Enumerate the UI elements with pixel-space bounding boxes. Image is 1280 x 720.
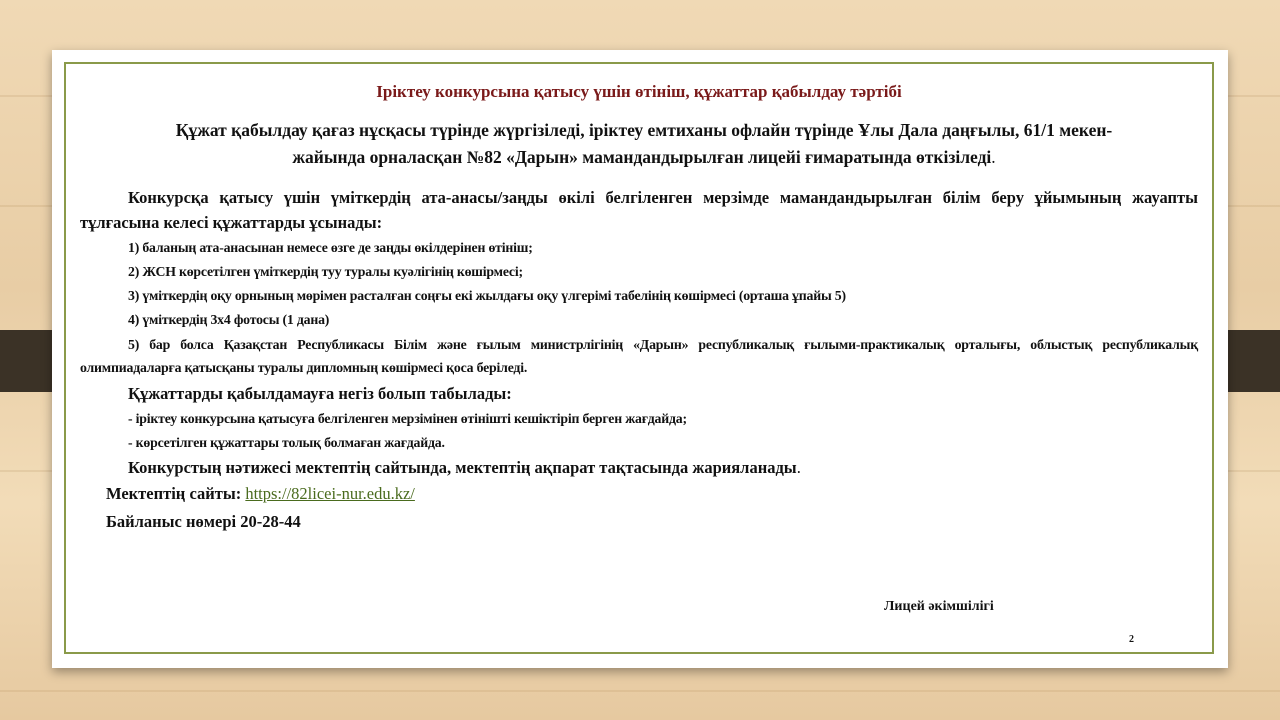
refusal-heading: Құжаттарды қабылдамауға негіз болып табылады:: [128, 384, 512, 403]
results-line: [128, 458, 801, 478]
website-line: [106, 484, 415, 504]
requirement-item-2: 2) ЖСН көрсетілген үміткердің туу туралы куәлігінің көшірмесі;: [128, 264, 523, 279]
slide-title: Іріктеу конкурсына қатысу үшін өтініш, құжаттар қабылдау тәртібі: [376, 82, 902, 101]
intro-line-2-text: жайында орналасқан №82 «Дарын» мамандандырылған лицейі ғимаратында өткізіледі: [292, 147, 992, 167]
requirement-item-1: 1) баланың ата-анасынан немесе өзге де заңды өкілдерінен өтініш;: [128, 240, 533, 255]
intro-paragraph: [96, 117, 1192, 171]
results-text: Конкурстың нәтижесі мектептің сайтында, мектептің ақпарат тақтасында жарияланады: [128, 458, 797, 477]
website-label: Мектептің сайты:: [106, 484, 246, 503]
slide: [52, 50, 1228, 668]
requirement-item-5: 5) бар болса Қазақстан Республикасы Білім және ғылым министрлігінің «Дарын» республикалық ғылыми-практикалық орталығы, облыстық республикалық олимпиадаларға қатысқаны туралы дипломның көшірмесі қоса беріледі.: [80, 337, 1198, 375]
website-link[interactable]: https://82licei-nur.edu.kz/: [245, 484, 415, 503]
contact-line: Байланыс нөмері 20-28-44: [106, 512, 301, 531]
intro-line-1: Құжат қабылдау қағаз нұсқасы түрінде жүргізіледі, іріктеу емтиханы офлайн түрінде Ұлы Дала даңғылы, 61/1 мекен-: [175, 120, 1113, 140]
slide-frame: [64, 62, 1214, 654]
intro-line-2-period: .: [991, 147, 996, 167]
requirements-intro: Конкурсқа қатысу үшін үміткердің ата-анасы/заңды өкілі белгіленген мерзімде мамандандырылған білім беру ұйымының жауапты тұлғасына келесі құжаттарды ұсынады:: [80, 188, 1198, 232]
refusal-item-1: - іріктеу конкурсына қатысуға белгіленген мерзімінен өтінішті кешіктіріп берген жағдайда;: [128, 411, 687, 426]
requirement-item-4: 4) үміткердің 3х4 фотосы (1 дана): [128, 312, 330, 327]
slide-content: [66, 64, 1212, 652]
intro-line-2: [96, 144, 1192, 171]
results-period: .: [796, 458, 801, 477]
requirement-item-3: 3) үміткердің оқу орнының мөрімен расталған соңғы екі жылдағы оқу үлгерімі табелінің көшірмесі (орташа ұпайы 5): [128, 288, 846, 303]
decorative-band-left: [0, 330, 52, 392]
refusal-item-2: - көрсетілген құжаттары толық болмаған жағдайда.: [128, 435, 445, 450]
signature: Лицей әкімшілігі: [884, 599, 994, 614]
page-number: 2: [1129, 634, 1134, 645]
